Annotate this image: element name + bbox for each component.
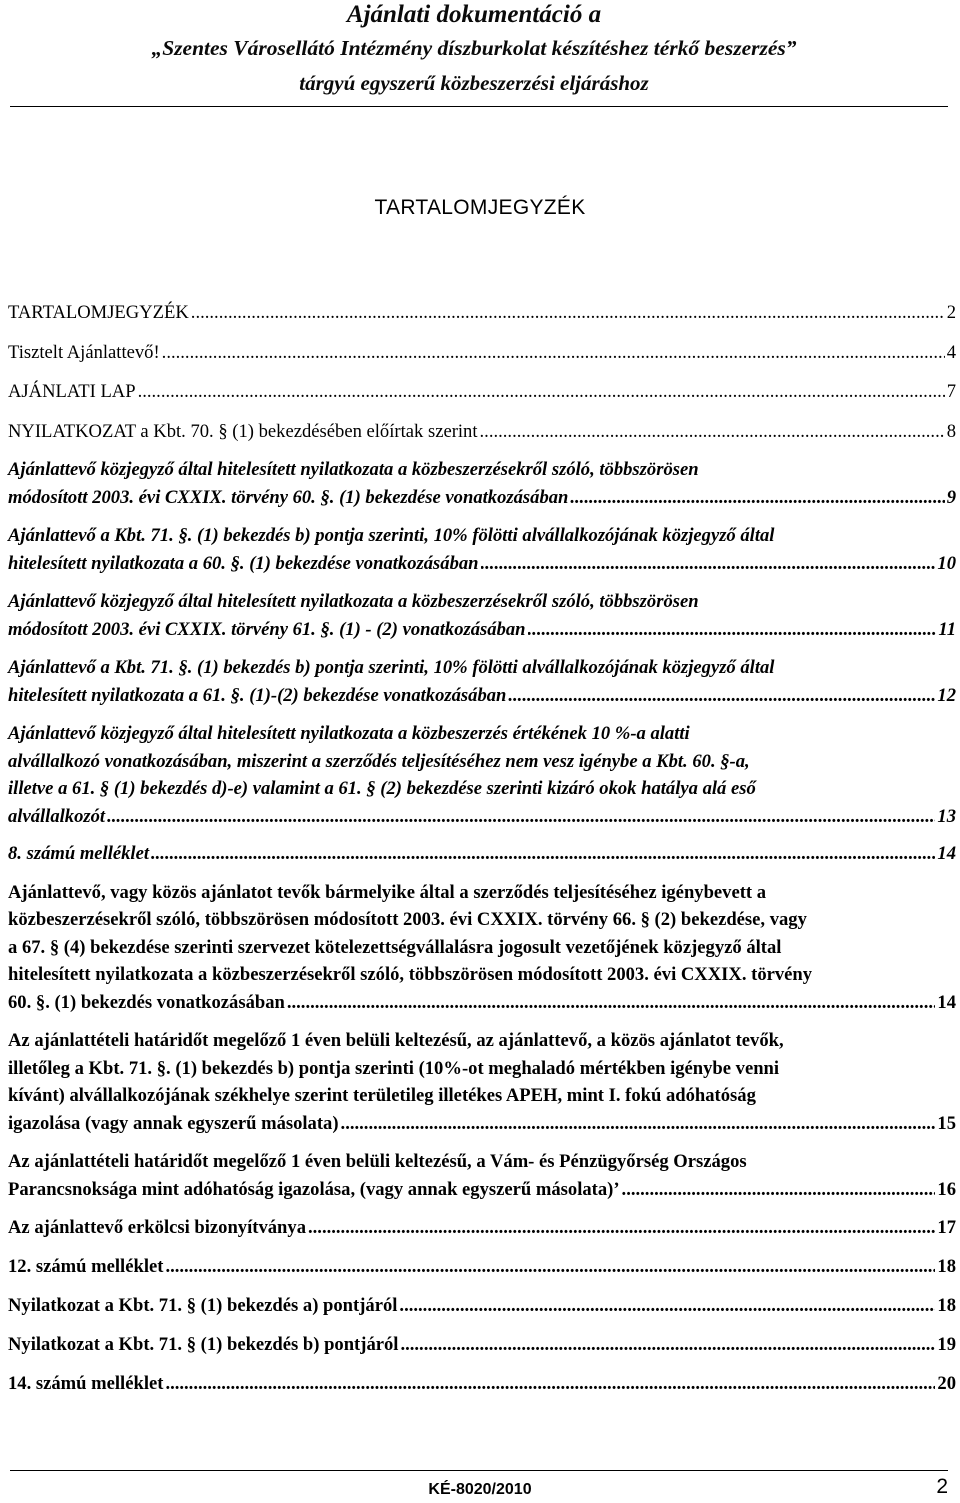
footer-divider [10,1470,948,1471]
toc-entry-title: Nyilatkozat a Kbt. 71. § (1) bekezdés b) pontjáról [8,1333,399,1355]
toc-entry-title: AJÁNLATI LAP [8,381,136,402]
toc-entry-title: NYILATKOZAT a Kbt. 70. § (1) bekezdésében előírtak szerint [8,420,478,442]
toc-entry-final-line [8,484,956,512]
toc-dot-leader [399,1292,935,1320]
toc-entry-title: TARTALOMJEGYZÉK [8,302,189,323]
footer-page-number: 2 [936,1475,948,1498]
toc-entry[interactable] [8,1214,956,1242]
toc-entry-final-line [8,682,956,710]
toc-dot-leader [622,1176,936,1204]
toc-entry[interactable] [8,654,956,709]
toc-page-number: 12 [937,684,956,706]
toc-page-number: 19 [937,1333,956,1355]
toc-entry[interactable] [8,720,956,830]
toc-entry[interactable] [8,418,956,446]
toc-page-number: 2 [946,302,956,323]
header-line-1: Ajánlati dokumentáció a [346,1,602,28]
toc-entry-final-line [8,1253,956,1281]
toc-dot-leader [481,550,936,578]
toc-entry-final-line [8,1292,956,1320]
toc-page-number: 14 [937,991,956,1013]
toc-title: TARTALOMJEGYZÉK [374,196,586,219]
toc-dot-leader [508,682,935,710]
toc-entry-title: módosított 2003. évi CXXIX. törvény 61. §. (1) - (2) vonatkozásában [8,618,526,640]
toc-entry-title: 14. számú melléklet [8,1373,164,1394]
toc-entry-final-line [8,1176,956,1204]
toc-page-number: 11 [938,618,956,640]
toc-dot-leader [191,299,945,327]
table-of-contents [8,288,956,1398]
header-line-3: tárgyú egyszerű közbeszerzési eljáráshoz [299,71,649,95]
toc-entry[interactable] [8,522,956,577]
toc-entry[interactable] [8,339,956,367]
toc-page-number: 15 [937,1112,956,1134]
toc-dot-leader [162,339,945,367]
toc-page-number: 18 [937,1295,956,1316]
toc-entry-line: Ajánlattevő közjegyző által hitelesített nyilatkozata a közbeszerzésekről szóló, többszörösen [8,591,699,612]
toc-entry-title: Tisztelt Ajánlattevő! [8,341,160,363]
toc-page-number: 8 [946,420,956,442]
toc-dot-leader [138,378,945,406]
toc-entry-title: 12. számú melléklet [8,1255,164,1277]
toc-entry-line: Ajánlattevő, vagy közös ajánlatot tevők bármelyike által a szerződés teljesítéséhez igénybevett a [8,881,767,903]
toc-entry-final-line [8,803,956,831]
toc-entry[interactable] [8,456,956,511]
toc-dot-leader [570,484,944,512]
toc-entry[interactable] [8,1370,956,1398]
footer-reference-code: KÉ-8020/2010 [428,1481,532,1498]
toc-entry[interactable] [8,1148,956,1203]
toc-dot-leader [287,989,936,1017]
toc-entry-line: illetve a 61. § (1) bekezdés d)-e) valamint a 61. § (2) bekezdése szerinti kizáró okok hatálya alá eső [8,778,756,799]
toc-entry[interactable] [8,378,956,406]
toc-entry-title: Az ajánlattevő erkölcsi bizonyítványa [8,1217,306,1238]
toc-entry-line: Az ajánlattételi határidőt megelőző 1 éven belüli keltezésű, a Vám- és Pénzügyőrség Országos [8,1151,747,1172]
toc-page-number: 18 [937,1255,956,1277]
toc-entry-line: hitelesített nyilatkozata a közbeszerzésekről szóló, többszörösen módosított 2003. évi CXXIX. törvény [8,964,813,985]
toc-entry-line: Az ajánlattételi határidőt megelőző 1 éven belüli keltezésű, az ajánlattevő, a közös ajánlatot tevők, [8,1030,784,1051]
toc-entry-line: Ajánlattevő közjegyző által hitelesített nyilatkozata a közbeszerzés értékének 10 %-a alatti [8,723,690,744]
toc-page-number: 7 [946,381,956,402]
toc-entry[interactable] [8,1331,956,1359]
toc-entry-final-line [8,299,956,327]
toc-entry-line: Ajánlattevő közjegyző által hitelesített nyilatkozata a közbeszerzésekről szóló, többszörösen [8,459,699,480]
toc-page-number: 20 [937,1373,956,1394]
toc-entry-final-line [8,840,956,868]
toc-entry-final-line [8,1370,956,1398]
toc-entry-final-line [8,1214,956,1242]
toc-entry-line: a 67. § (4) bekezdése szerinti szervezet kötelezettségvállalásra jogosult vezetőjének közjegyző által [8,936,782,958]
toc-entry[interactable] [8,840,956,868]
toc-dot-leader [480,418,945,446]
toc-dot-leader [341,1110,936,1138]
toc-entry-title: Nyilatkozat a Kbt. 71. § (1) bekezdés a) pontjáról [8,1295,398,1316]
toc-entry-line: Ajánlattevő a Kbt. 71. §. (1) bekezdés b) pontja szerinti, 10% fölötti alvállalkozójának közjegyző által [8,657,775,678]
toc-dot-leader [400,1331,935,1359]
toc-dot-leader [308,1214,935,1242]
toc-entry-line: alvállalkozó vonatkozásában, miszerint a szerződés teljesítéséhez nem vesz igénybe a Kbt. 60. §-a, [8,750,750,772]
toc-entry-final-line [8,1331,956,1359]
toc-entry-title: 60. §. (1) bekezdés vonatkozásában [8,991,285,1013]
toc-entry[interactable] [8,1253,956,1281]
toc-entry-line: közbeszerzésekről szóló, többszörösen módosított 2003. évi CXXIX. törvény 66. § (2) bekezdése, vagy [8,909,807,930]
toc-page-number: 14 [937,843,956,864]
toc-dot-leader [165,1370,935,1398]
toc-dot-leader [151,840,935,868]
toc-entry-final-line [8,1110,956,1138]
toc-entry-final-line [8,339,956,367]
toc-page-number: 10 [937,552,956,574]
toc-entry-final-line [8,378,956,406]
toc-entry-title: 8. számú melléklet [8,843,149,864]
toc-entry-line: kívánt) alvállalkozójának székhelye szerint területileg illetékes APEH, mint I. fokú adóhatóság [8,1085,756,1106]
toc-entry-title: igazolása (vagy annak egyszerű másolata) [8,1112,339,1134]
toc-page-number: 9 [946,486,956,508]
toc-entry-title: hitelesített nyilatkozata a 60. §. (1) bekezdése vonatkozásában [8,552,479,574]
toc-entry-final-line [8,550,956,578]
toc-entry[interactable] [8,1027,956,1137]
toc-entry-line: Ajánlattevő a Kbt. 71. §. (1) bekezdés b) pontja szerinti, 10% fölötti alvállalkozójának közjegyző által [8,525,775,546]
toc-entry[interactable] [8,588,956,643]
toc-entry-title: Parancsnoksága mint adóhatóság igazolása, (vagy annak egyszerű másolata)’ [8,1178,620,1200]
toc-entry-final-line [8,989,956,1017]
toc-entry-title: hitelesített nyilatkozata a 61. §. (1)-(2) bekezdése vonatkozásában [8,684,507,706]
toc-entry-line: illetőleg a Kbt. 71. §. (1) bekezdés b) pontja szerinti (10%-ot meghaladó mértékben igénybe venni [8,1057,780,1079]
toc-entry-title: módosított 2003. évi CXXIX. törvény 60. §. (1) bekezdése vonatkozásában [8,486,569,508]
toc-page-number: 13 [937,805,956,827]
header-line-2: „Szentes Városellátó Intézmény díszburkolat készítéshez térkő beszerzés” [151,36,797,60]
toc-dot-leader [528,616,937,644]
toc-entry-final-line [8,616,956,644]
toc-dot-leader [107,803,935,831]
header-divider [10,106,948,107]
toc-page-number: 16 [937,1178,956,1200]
toc-entry-title: alvállalkozót [8,805,106,827]
toc-page-number: 17 [937,1217,956,1238]
toc-entry[interactable] [8,879,956,1017]
toc-entry[interactable] [8,1292,956,1320]
toc-entry-final-line [8,418,956,446]
document-header [0,0,948,97]
toc-dot-leader [165,1253,935,1281]
toc-page-number: 4 [946,341,956,363]
toc-entry[interactable] [8,299,956,327]
